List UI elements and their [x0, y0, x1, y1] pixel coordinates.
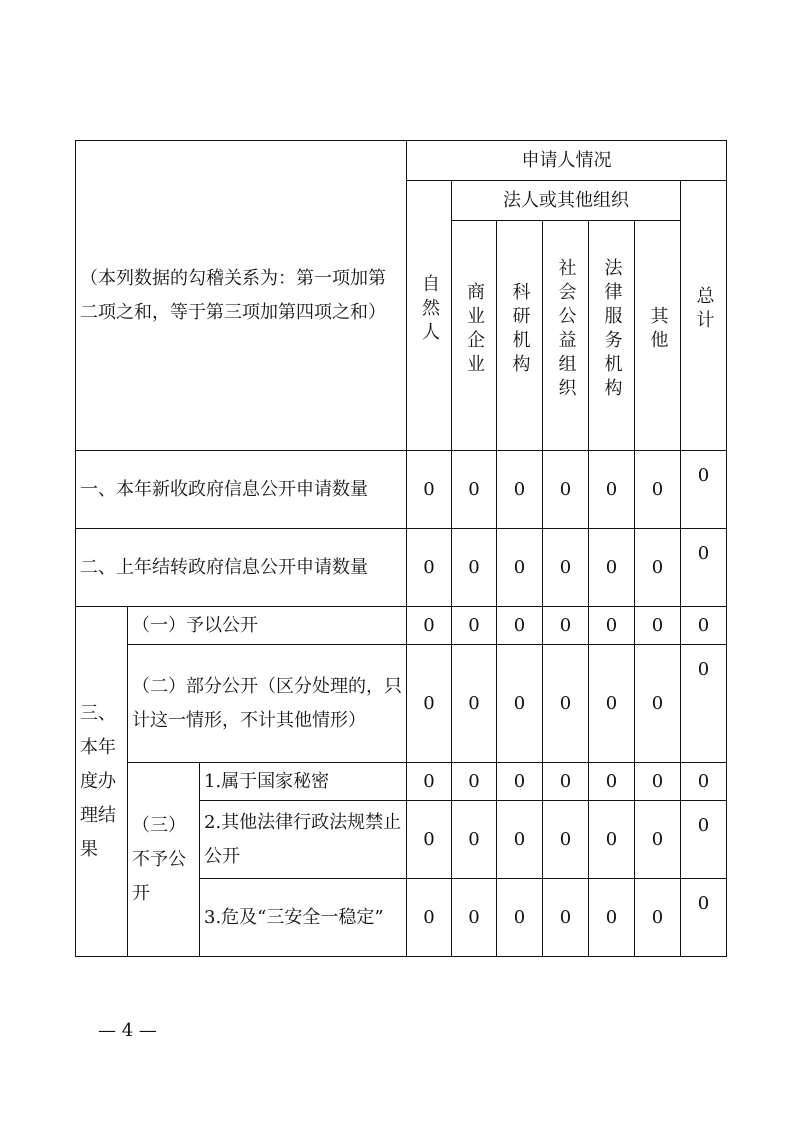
total-cell: 0: [681, 801, 727, 879]
header-legal-entities: 法人或其他组织: [452, 181, 681, 221]
value-cell: 0: [452, 879, 497, 957]
value-cell: 0: [407, 607, 452, 645]
value-cell: 0: [497, 607, 543, 645]
value-cell: 0: [589, 529, 635, 607]
value-cell: 0: [543, 529, 589, 607]
row-label: 2.其他法律行政法规禁止公开: [200, 801, 407, 879]
value-cell: 0: [589, 879, 635, 957]
value-cell: 0: [543, 607, 589, 645]
header-public-welfare: 社会公益组织: [555, 257, 577, 402]
total-cell: 0: [681, 645, 727, 763]
row-label: 二、上年结转政府信息公开申请数量: [76, 529, 407, 607]
value-cell: 0: [635, 763, 681, 801]
value-cell: 0: [635, 645, 681, 763]
value-cell: 0: [407, 645, 452, 763]
value-cell: 0: [452, 451, 497, 529]
value-cell: 0: [407, 451, 452, 529]
value-cell: 0: [543, 879, 589, 957]
value-cell: 0: [543, 801, 589, 879]
header-commercial: 商业企业: [464, 281, 485, 378]
total-cell: 0: [681, 529, 727, 607]
header-commercial-cell: [452, 221, 497, 451]
header-other: 其他: [647, 305, 669, 354]
row-label: 3.危及“三安全一稳定”: [200, 879, 407, 957]
page-number: — 4 —: [98, 1020, 157, 1041]
header-total: 总计: [693, 285, 715, 334]
table-row: [76, 763, 727, 801]
value-cell: 0: [589, 607, 635, 645]
value-cell: 0: [543, 763, 589, 801]
total-cell: 0: [681, 879, 727, 957]
total-cell: 0: [681, 763, 727, 801]
value-cell: 0: [635, 529, 681, 607]
value-cell: 0: [635, 607, 681, 645]
value-cell: 0: [497, 879, 543, 957]
value-cell: 0: [497, 529, 543, 607]
row-label: （一）予以公开: [128, 607, 407, 645]
value-cell: 0: [497, 763, 543, 801]
value-cell: 0: [589, 763, 635, 801]
total-cell: 0: [681, 607, 727, 645]
value-cell: 0: [407, 763, 452, 801]
header-public-welfare-cell: [543, 221, 589, 451]
table-row: [76, 451, 727, 529]
row-label: 1.属于国家秘密: [200, 763, 407, 801]
value-cell: 0: [452, 529, 497, 607]
subgroup-label: （三）不予公开: [128, 763, 200, 957]
header-note-cell: [76, 141, 407, 451]
table-row: [76, 645, 727, 763]
header-legal-service: 法律服务机构: [601, 257, 623, 402]
value-cell: 0: [497, 801, 543, 879]
value-cell: 0: [635, 801, 681, 879]
row-label: 一、本年新收政府信息公开申请数量: [76, 451, 407, 529]
value-cell: 0: [497, 645, 543, 763]
header-note: （本列数据的勾稽关系为：第一项加第二项之和，等于第三项加第四项之和）: [80, 267, 386, 323]
value-cell: 0: [452, 763, 497, 801]
table-row: [76, 529, 727, 607]
table-row: [76, 607, 727, 645]
header-natural-person-cell: [407, 181, 452, 451]
value-cell: 0: [452, 607, 497, 645]
value-cell: 0: [543, 451, 589, 529]
statistics-table: [75, 140, 727, 957]
value-cell: 0: [497, 451, 543, 529]
header-total-cell: [681, 181, 727, 451]
value-cell: 0: [452, 801, 497, 879]
header-legal-service-cell: [589, 221, 635, 451]
value-cell: 0: [407, 529, 452, 607]
value-cell: 0: [589, 451, 635, 529]
header-research-cell: [497, 221, 543, 451]
header-natural-person: 自然人: [419, 273, 440, 346]
total-cell: 0: [681, 451, 727, 529]
value-cell: 0: [635, 879, 681, 957]
value-cell: 0: [589, 645, 635, 763]
value-cell: 0: [452, 645, 497, 763]
row-group-label: 三、本年度办理结果: [76, 607, 128, 957]
value-cell: 0: [407, 801, 452, 879]
header-research: 科研机构: [509, 281, 531, 378]
value-cell: 0: [589, 801, 635, 879]
value-cell: 0: [407, 879, 452, 957]
header-applicant-situation: 申请人情况: [407, 141, 727, 181]
value-cell: 0: [635, 451, 681, 529]
header-other-cell: [635, 221, 681, 451]
row-label: （二）部分公开（区分处理的，只计这一情形，不计其他情形）: [128, 645, 407, 763]
value-cell: 0: [543, 645, 589, 763]
